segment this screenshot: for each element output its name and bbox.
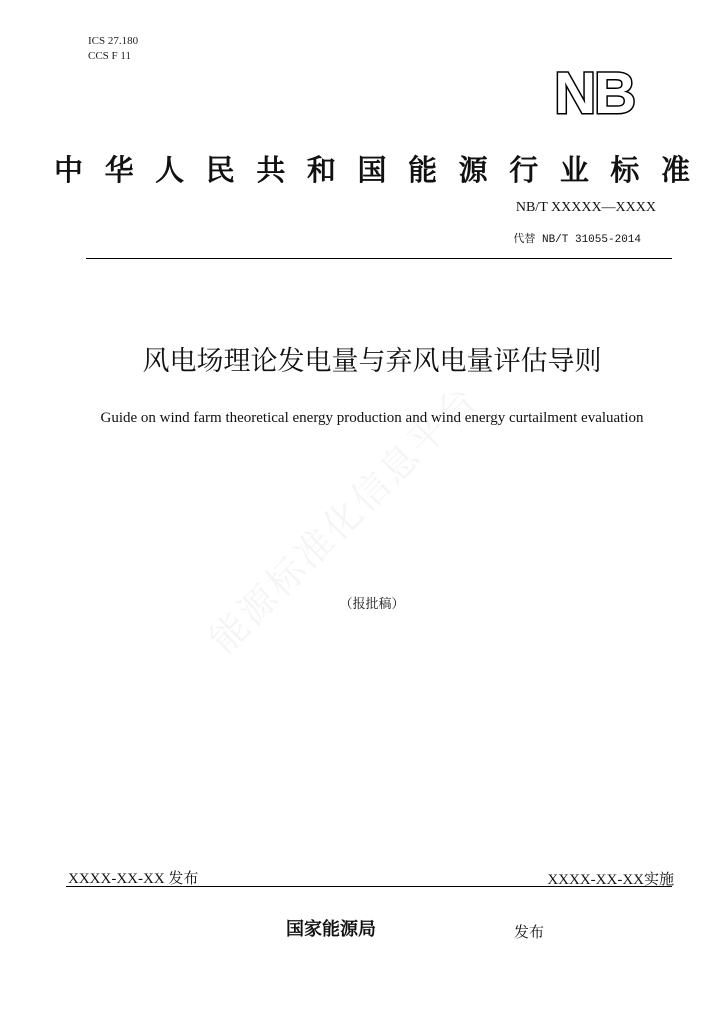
replaces-standard: 代替 NB/T 31055-2014	[513, 234, 641, 246]
standard-number: NB/T XXXXX—XXXX	[515, 200, 656, 215]
document-title-english: Guide on wind farm theoretical energy production and wind energy curtailment evaluation	[100, 410, 644, 426]
classification-codes	[88, 34, 138, 64]
nb-logo: NB	[554, 61, 634, 126]
implement-label: 实施	[643, 870, 674, 888]
draft-status: （报批稿）	[339, 597, 405, 612]
issuer-action: 发布	[514, 923, 545, 941]
footer-divider	[66, 886, 672, 887]
issue-label: 发布	[168, 869, 199, 887]
industry-standard-title: 中华人民共和国能源行业标准	[54, 153, 690, 187]
issue-date: XXXX-XX-XX	[68, 871, 165, 887]
document-title-chinese: 风电场理论发电量与弃风电量评估导则	[142, 346, 602, 377]
implement-date: XXXX-XX-XX	[547, 872, 644, 888]
ccs-code: CCS F 11	[88, 50, 132, 62]
ics-code: ICS 27.180	[88, 35, 139, 47]
header-divider	[86, 258, 672, 259]
issuing-authority: 国家能源局	[286, 919, 376, 940]
